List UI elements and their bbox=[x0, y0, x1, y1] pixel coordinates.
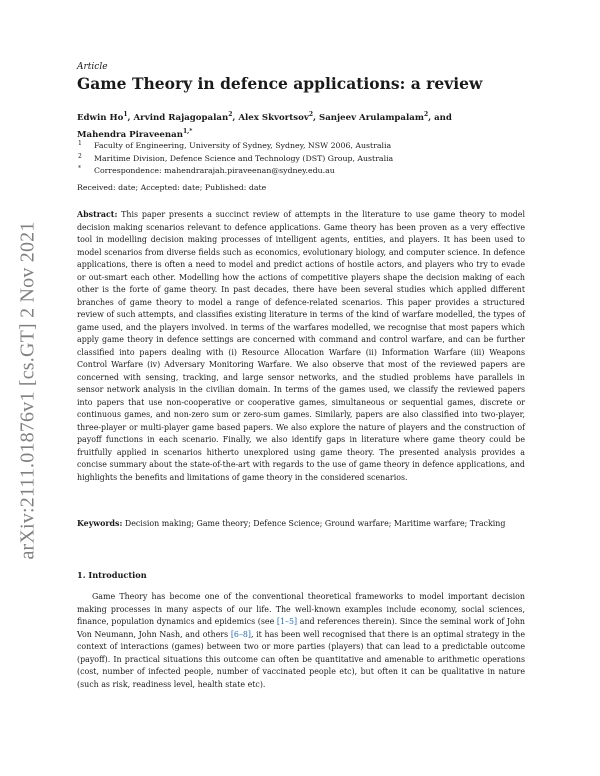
article-type-label: Article bbox=[77, 62, 108, 72]
abstract-label: Abstract: bbox=[77, 210, 118, 219]
affiliation-mark: 1 bbox=[78, 140, 82, 147]
publication-dates: Received: date; Accepted: date; Published: date bbox=[77, 183, 267, 192]
affiliation-text: Maritime Division, Defence Science and Technology (DST) Group, Australia bbox=[94, 153, 394, 163]
author-separator: , bbox=[127, 112, 134, 123]
affiliation-mark: 2 bbox=[78, 152, 82, 160]
section-heading: 1. Introduction bbox=[77, 570, 147, 580]
abstract-text: This paper presents a succinct review of attempts in the literature to use game theory to model decision making scenarios relevant to defence applications. Game theory has been proven as a very effective tool in modelling decision making processes of intelligent agents, entities, and players. It has been used to model scenarios from diverse fields such as economics, evolutionary biology, and computer science. In defence applications, there is often a need to model and predict actions of hostile actors, and players who try to evade or out-smart each other. Modelling how the actions of competitive players shape the decision making of each other is the forte of game theory. In past decades, there have been several studies which applied different branches of game theory to model a range of defence-related scenarios. This paper provides a structured review of such attempts, and classifies existing literature in terms of the kind of warfare modelled, the types of game used, and the players involved. in terms of the warfares modelled, we recognise that most papers which apply game theory in defence settings are concerned with command and control warfare, and can be further classified into papers dealing with (i) Resource Allocation Warfare (ii) Information Warfare (iii) Weapons Control Warfare (iv) Adversary Monitoring Warfare. We also observe that most of the reviewed papers are concerned with sensing, tracking, and large sensor networks, and the studied problems have parallels in sensor network analysis in the civilian domain. In terms of the games used, we classify the reviewed papers into papers that use non-cooperative or cooperative games, simultaneous or sequential games, discrete or continuous games, and non-zero sum or zero-sum games. Similarly, papers are also classified into two-player, three-player or multi-player game based papers. We also explore the nature of players and the construction of payoff functions in each scenario. Finally, we also identify gaps in literature where game theory could be fruitfully applied in scenarios hitherto unexplored using game theory. The presented analysis provides a concise summary about the state-of-the-art with regards to the use of game theory in defence applications, and highlights the benefits and limitations of game theory in the considered scenarios. bbox=[77, 210, 526, 482]
keywords-text: Decision making; Game theory; Defence Science; Ground warfare; Maritime warfare; Tracking bbox=[124, 519, 506, 528]
introduction-paragraph bbox=[77, 591, 525, 691]
affiliation-item bbox=[77, 153, 517, 166]
citation-link[interactable]: [1–5] bbox=[276, 617, 298, 626]
arxiv-side-stamp bbox=[8, 210, 48, 570]
author-name: Sanjeev Arulampalam bbox=[319, 112, 424, 123]
author-affiliation-mark: 1 bbox=[123, 111, 128, 118]
author-separator: , and bbox=[428, 112, 452, 123]
author-name: Mahendra Piraveenan bbox=[77, 129, 183, 140]
keywords-label: Keywords: bbox=[77, 519, 123, 528]
keywords bbox=[77, 519, 525, 528]
author-separator: , bbox=[232, 112, 239, 123]
author-list bbox=[77, 108, 517, 142]
author-affiliation-mark: 2 bbox=[308, 111, 314, 118]
intro-text: and references therein). Since the seminal work of John Von Neumann, John Nash, and others bbox=[77, 617, 525, 639]
affiliation-list bbox=[77, 140, 517, 178]
author-name: Alex Skvortsov bbox=[238, 112, 309, 123]
correspondence-item bbox=[77, 165, 517, 178]
affiliation-mark: * bbox=[78, 165, 81, 172]
paper-title: Game Theory in defence applications: a review bbox=[77, 74, 483, 93]
intro-text: , it has been well recognised that there is an optimal strategy in the context of interactions (games) between two or more parties (players) that can lead to a predictable outcome (payoff). In practical situations this outcome can often be quantitative and amenable to arithmetic operations (cost, number of infected people, number of vaccinated people etc), but often it can be qualitative in nature (such as risk, readiness level, health state etc). bbox=[77, 629, 526, 689]
author-affiliation-mark: 1,* bbox=[182, 127, 193, 135]
abstract bbox=[77, 209, 525, 484]
author-name: Edwin Ho bbox=[77, 112, 124, 123]
author-affiliation-mark: 2 bbox=[228, 111, 233, 118]
arxiv-id-text: arXiv:2111.01876v1 [cs.GT] 2 Nov 2021 bbox=[16, 220, 39, 560]
citation-link[interactable]: [6–8] bbox=[230, 629, 251, 639]
author-affiliation-mark: 2 bbox=[423, 111, 429, 118]
affiliation-item bbox=[77, 140, 517, 153]
author-name: Arvind Rajagopalan bbox=[133, 112, 229, 123]
author-separator: , bbox=[313, 112, 319, 123]
affiliation-text: Faculty of Engineering, University of Sydney, Sydney, NSW 2006, Australia bbox=[94, 141, 392, 150]
intro-text: Game Theory has become one of the conventional theoretical frameworks to model important decision making processes in many aspects of our life. The well-known examples include economy, social sciences, finance, population dynamics and epidemics (see bbox=[77, 592, 525, 626]
correspondence-text: Correspondence: mahendrarajah.piraveenan@sydney.edu.au bbox=[94, 166, 335, 175]
